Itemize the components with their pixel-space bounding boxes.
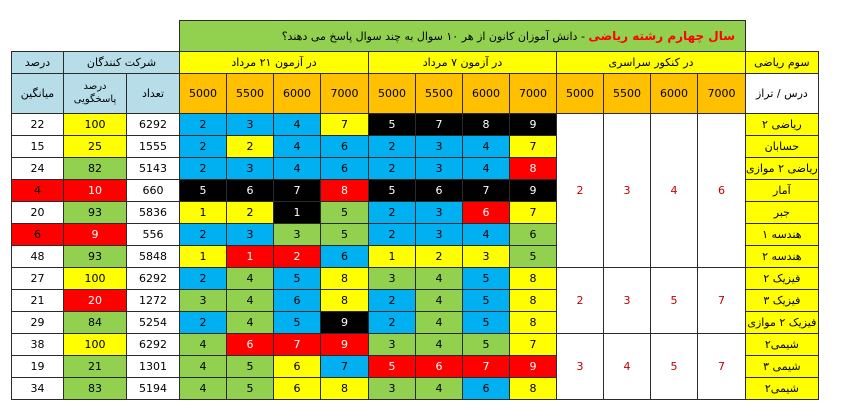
subject-name-cell: آمار: [746, 180, 819, 202]
avg-percent-cell: 6: [12, 224, 64, 246]
exam-7-score-cell: 2: [369, 158, 416, 180]
exam-7-score-cell: 4: [463, 224, 510, 246]
participant-count-cell: 6292: [127, 334, 180, 356]
level-header-konkur-3: 7000: [698, 74, 746, 114]
exam-21-score-cell: 6: [274, 290, 321, 312]
exam-21-score-cell: 6: [274, 356, 321, 378]
subject-header-top: سوم ریاضی: [746, 52, 819, 74]
answer-percent-cell: 84: [64, 312, 127, 334]
exam-7-score-cell: 7: [463, 356, 510, 378]
answer-percent-cell: 25: [64, 136, 127, 158]
answer-percent-cell: 9: [64, 224, 127, 246]
exam-7-score-cell: 4: [416, 378, 463, 400]
answer-percent-cell: 93: [64, 246, 127, 268]
participant-count-cell: 1272: [127, 290, 180, 312]
exam-7-score-cell: 5: [463, 290, 510, 312]
exam-21-score-cell: 4: [180, 334, 227, 356]
exam-7-score-cell: 4: [463, 158, 510, 180]
subject-name-cell: شیمی۲: [746, 378, 819, 400]
konkur-score-cell: 6: [698, 114, 746, 268]
exam-7-score-cell: 8: [463, 114, 510, 136]
exam-21-score-cell: 2: [180, 114, 227, 136]
konkur-score-cell: 3: [557, 334, 604, 400]
exam-7-score-cell: 6: [463, 378, 510, 400]
exam-results-table: [11, 20, 819, 400]
exam-21-score-cell: 6: [227, 180, 274, 202]
exam-7-score-cell: 5: [369, 356, 416, 378]
subject-name-cell: ریاضی ۲ موازی: [746, 158, 819, 180]
konkur-score-cell: 2: [557, 268, 604, 334]
participants-header: شرکت کنندگان: [64, 52, 180, 74]
answer-percent-cell: 10: [64, 180, 127, 202]
exam-21-score-cell: 8: [321, 180, 369, 202]
exam-21-score-cell: 6: [321, 136, 369, 158]
exam-21-score-cell: 2: [227, 202, 274, 224]
exam-21-score-cell: 7: [321, 114, 369, 136]
konkur-score-cell: 3: [604, 114, 651, 268]
avg-percent-cell: 48: [12, 246, 64, 268]
exam-21-score-cell: 8: [321, 290, 369, 312]
level-header-exam21-0: 5000: [180, 74, 227, 114]
exam-7-score-cell: 4: [463, 136, 510, 158]
exam-7-score-cell: 1: [369, 246, 416, 268]
subject-name-cell: ریاضی ۲: [746, 114, 819, 136]
exam-7-score-cell: 9: [510, 356, 557, 378]
participant-count-cell: 660: [127, 180, 180, 202]
exam-21-score-cell: 4: [180, 356, 227, 378]
participant-count-cell: 6292: [127, 114, 180, 136]
exam-21-score-cell: 3: [180, 290, 227, 312]
subject-name-cell: شیمی ۳: [746, 356, 819, 378]
exam-21-score-cell: 5: [274, 268, 321, 290]
report-table-wrapper: [11, 20, 819, 400]
exam-21-score-cell: 8: [321, 268, 369, 290]
subject-name-cell: فیزیک ۳: [746, 290, 819, 312]
participant-count-cell: 5848: [127, 246, 180, 268]
exam-21-score-cell: 2: [180, 158, 227, 180]
exam-21-score-cell: 5: [227, 356, 274, 378]
participant-count-cell: 5836: [127, 202, 180, 224]
exam-7-score-cell: 8: [510, 268, 557, 290]
konkur-score-cell: 7: [698, 268, 746, 334]
exam-21-score-cell: 6: [321, 246, 369, 268]
avg-header-bottom: میانگین: [12, 74, 64, 114]
exam-21-score-cell: 5: [227, 378, 274, 400]
exam-21-score-cell: 4: [274, 158, 321, 180]
exam-7-score-cell: 5: [510, 246, 557, 268]
exam-21-score-cell: 5: [274, 312, 321, 334]
exam-7-score-cell: 3: [416, 202, 463, 224]
exam-7-score-cell: 6: [416, 180, 463, 202]
subject-header-bottom: درس / تراز: [746, 74, 819, 114]
exam-7-score-cell: 7: [510, 136, 557, 158]
answer-percent-cell: 100: [64, 268, 127, 290]
exam-7-score-cell: 3: [369, 334, 416, 356]
exam-7-score-cell: 2: [369, 312, 416, 334]
participant-count-cell: 556: [127, 224, 180, 246]
exam-7-score-cell: 3: [463, 246, 510, 268]
exam-21-score-cell: 3: [227, 224, 274, 246]
exam-7-score-cell: 7: [510, 334, 557, 356]
exam-7-score-cell: 5: [369, 114, 416, 136]
exam-7-score-cell: 3: [369, 378, 416, 400]
exam-21-score-cell: 1: [180, 202, 227, 224]
avg-percent-cell: 4: [12, 180, 64, 202]
level-header-konkur-0: 5000: [557, 74, 604, 114]
exam-21-score-cell: 2: [180, 268, 227, 290]
exam-21-score-cell: 4: [227, 290, 274, 312]
subject-name-cell: شیمی۲: [746, 334, 819, 356]
exam-7-score-cell: 5: [463, 334, 510, 356]
exam-7-score-cell: 2: [416, 246, 463, 268]
exam-21-score-cell: 1: [180, 246, 227, 268]
avg-percent-cell: 22: [12, 114, 64, 136]
level-header-exam7-2: 6000: [463, 74, 510, 114]
avg-percent-cell: 38: [12, 334, 64, 356]
exam-21-score-cell: 5: [321, 224, 369, 246]
answer-percent-cell: 100: [64, 114, 127, 136]
konkur-score-cell: 4: [651, 114, 698, 268]
exam-21-score-cell: 7: [274, 334, 321, 356]
exam-7-score-cell: 8: [510, 312, 557, 334]
konkur-header: در کنکور سراسری: [557, 52, 746, 74]
konkur-score-cell: 4: [604, 334, 651, 400]
level-header-exam21-3: 7000: [321, 74, 369, 114]
exam-7-score-cell: 9: [510, 114, 557, 136]
page-title: سال چهارم رشته ریاضی - دانش آموزان کانون از هر ۱۰ سوال به چند سوال پاسخ می دهند؟: [180, 21, 746, 52]
exam-21-score-cell: 1: [227, 246, 274, 268]
exam-21-score-cell: 7: [321, 356, 369, 378]
subject-name-cell: هندسه ۲: [746, 246, 819, 268]
subject-name-cell: فیزیک ۲ موازی: [746, 312, 819, 334]
avg-percent-cell: 27: [12, 268, 64, 290]
exam-21-score-cell: 2: [180, 312, 227, 334]
participant-count-cell: 1555: [127, 136, 180, 158]
answer-percent-cell: 100: [64, 334, 127, 356]
exam-7-header: در آزمون ۷ مرداد: [369, 52, 557, 74]
exam-21-score-cell: 4: [180, 378, 227, 400]
avg-percent-cell: 19: [12, 356, 64, 378]
exam-21-score-cell: 1: [274, 202, 321, 224]
exam-7-score-cell: 6: [416, 356, 463, 378]
participant-count-cell: 5254: [127, 312, 180, 334]
exam-7-score-cell: 2: [369, 290, 416, 312]
avg-header-top: درصد: [12, 52, 64, 74]
exam-21-score-cell: 2: [227, 136, 274, 158]
exam-21-score-cell: 2: [274, 246, 321, 268]
exam-7-score-cell: 2: [369, 224, 416, 246]
exam-21-score-cell: 2: [180, 136, 227, 158]
exam-7-score-cell: 4: [416, 334, 463, 356]
table-row: [12, 114, 819, 136]
exam-7-score-cell: 7: [416, 114, 463, 136]
subject-name-cell: حسابان: [746, 136, 819, 158]
exam-21-score-cell: 6: [321, 158, 369, 180]
konkur-score-cell: 2: [557, 114, 604, 268]
konkur-score-cell: 5: [651, 268, 698, 334]
answer-percent-cell: 21: [64, 356, 127, 378]
subject-name-cell: فیزیک ۲: [746, 268, 819, 290]
exam-21-score-cell: 4: [274, 136, 321, 158]
exam-7-score-cell: 2: [369, 136, 416, 158]
avg-percent-cell: 34: [12, 378, 64, 400]
blank-corner-right: [746, 21, 819, 52]
exam-7-score-cell: 6: [510, 224, 557, 246]
konkur-score-cell: 3: [604, 268, 651, 334]
exam-7-score-cell: 8: [510, 158, 557, 180]
answer-percent-cell: 82: [64, 158, 127, 180]
table-row: [12, 334, 819, 356]
exam-7-score-cell: 5: [463, 268, 510, 290]
level-header-exam7-0: 5000: [369, 74, 416, 114]
answer-percent-cell: 83: [64, 378, 127, 400]
exam-21-score-cell: 5: [321, 202, 369, 224]
exam-7-score-cell: 3: [416, 224, 463, 246]
exam-21-score-cell: 4: [227, 268, 274, 290]
exam-21-score-cell: 4: [274, 114, 321, 136]
exam-21-score-cell: 9: [321, 334, 369, 356]
subject-name-cell: جبر: [746, 202, 819, 224]
subject-name-cell: هندسه ۱: [746, 224, 819, 246]
level-header-exam21-1: 5500: [227, 74, 274, 114]
level-header-exam7-3: 7000: [510, 74, 557, 114]
exam-7-score-cell: 7: [463, 180, 510, 202]
exam-21-header: در آزمون ۲۱ مرداد: [180, 52, 369, 74]
blank-corner: [12, 21, 180, 52]
exam-21-score-cell: 7: [274, 180, 321, 202]
table-row: [12, 268, 819, 290]
exam-21-score-cell: 9: [321, 312, 369, 334]
answer-percent-cell: 93: [64, 202, 127, 224]
avg-percent-cell: 21: [12, 290, 64, 312]
exam-21-score-cell: 6: [274, 378, 321, 400]
level-header-exam7-1: 5500: [416, 74, 463, 114]
exam-7-score-cell: 4: [416, 312, 463, 334]
pct-answer-header: درصد پاسخگویی: [64, 74, 127, 114]
exam-21-score-cell: 3: [227, 158, 274, 180]
exam-21-score-cell: 2: [180, 224, 227, 246]
exam-21-score-cell: 4: [227, 312, 274, 334]
participant-count-cell: 5194: [127, 378, 180, 400]
avg-percent-cell: 20: [12, 202, 64, 224]
avg-percent-cell: 24: [12, 158, 64, 180]
avg-percent-cell: 15: [12, 136, 64, 158]
avg-percent-cell: 29: [12, 312, 64, 334]
exam-21-score-cell: 5: [180, 180, 227, 202]
exam-7-score-cell: 7: [510, 202, 557, 224]
level-header-konkur-2: 6000: [651, 74, 698, 114]
exam-7-score-cell: 4: [416, 268, 463, 290]
level-header-konkur-1: 5500: [604, 74, 651, 114]
konkur-score-cell: 5: [651, 334, 698, 400]
exam-7-score-cell: 5: [369, 180, 416, 202]
exam-21-score-cell: 3: [274, 224, 321, 246]
participant-count-cell: 5143: [127, 158, 180, 180]
exam-7-score-cell: 8: [510, 378, 557, 400]
count-header: تعداد: [127, 74, 180, 114]
exam-7-score-cell: 3: [416, 136, 463, 158]
exam-7-score-cell: 4: [416, 290, 463, 312]
exam-21-score-cell: 8: [321, 378, 369, 400]
level-header-exam21-2: 6000: [274, 74, 321, 114]
exam-21-score-cell: 6: [227, 334, 274, 356]
exam-7-score-cell: 8: [510, 290, 557, 312]
participant-count-cell: 1301: [127, 356, 180, 378]
participant-count-cell: 6292: [127, 268, 180, 290]
exam-7-score-cell: 2: [369, 202, 416, 224]
exam-7-score-cell: 3: [369, 268, 416, 290]
exam-7-score-cell: 3: [416, 158, 463, 180]
exam-21-score-cell: 3: [227, 114, 274, 136]
exam-7-score-cell: 5: [463, 312, 510, 334]
konkur-score-cell: 7: [698, 334, 746, 400]
exam-7-score-cell: 6: [463, 202, 510, 224]
exam-7-score-cell: 9: [510, 180, 557, 202]
answer-percent-cell: 20: [64, 290, 127, 312]
